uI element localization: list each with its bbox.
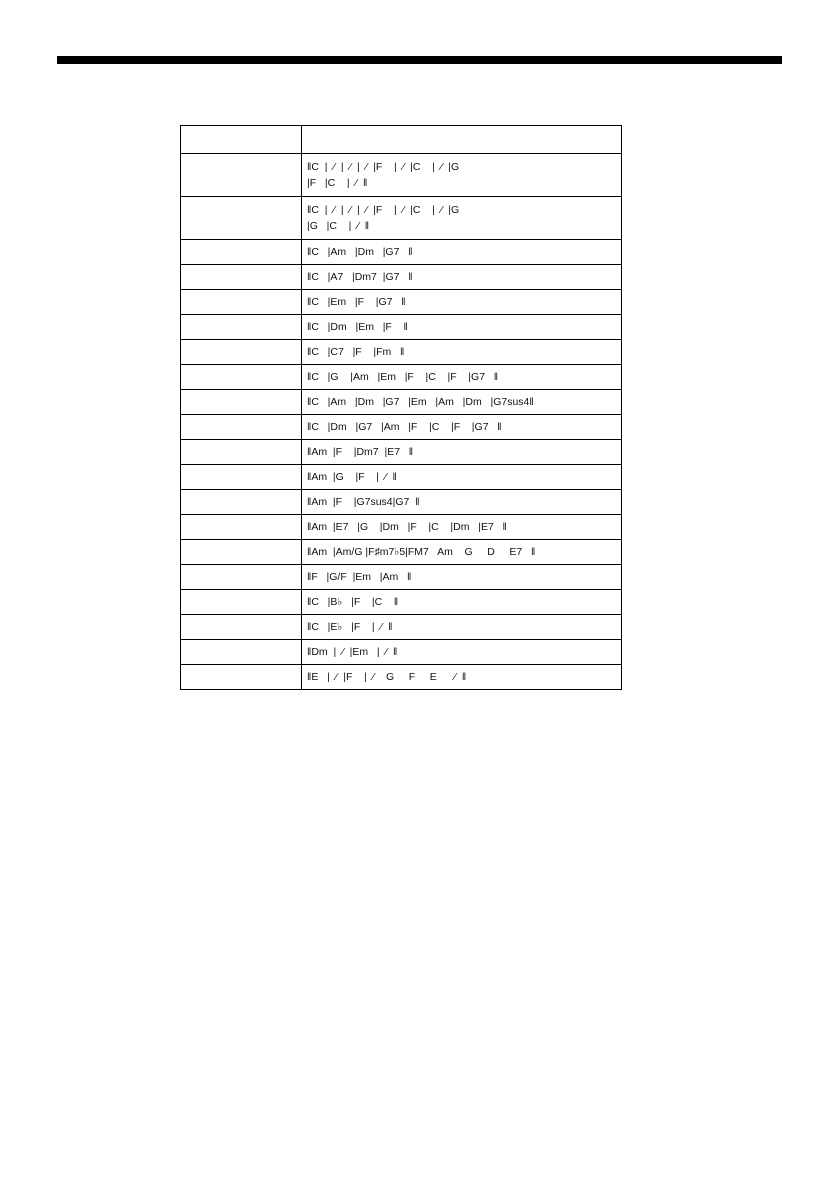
chord-line: ‖E | ⁄ |F | ⁄ G F E ⁄ ‖ — [307, 671, 467, 683]
chord-progression-cell — [302, 615, 622, 640]
table-row — [181, 590, 622, 615]
chord-line: ‖C |G |Am |Em |F |C |F |G7 ‖ — [307, 371, 499, 383]
chord-line: ‖Am |F |G7sus4|G7 ‖ — [307, 496, 420, 508]
chord-progression-cell — [302, 590, 622, 615]
chord-progression-cell — [302, 465, 622, 490]
row-label-cell — [181, 197, 302, 240]
chord-line: ‖C |B♭ |F |C ‖ — [307, 596, 399, 608]
table-row — [181, 415, 622, 440]
row-label-cell — [181, 265, 302, 290]
row-label-cell — [181, 640, 302, 665]
chord-line: ‖C |Am |Dm |G7 |Em |Am |Dm |G7sus4‖ — [307, 396, 534, 408]
chord-line: ‖C |Am |Dm |G7 ‖ — [307, 246, 413, 258]
chord-line: |F |C | ⁄ ‖ — [307, 177, 368, 189]
table-row — [181, 265, 622, 290]
chord-progression-cell — [302, 415, 622, 440]
chord-progression-cell — [302, 565, 622, 590]
table-row — [181, 565, 622, 590]
row-label-cell — [181, 565, 302, 590]
table-row — [181, 515, 622, 540]
table-row — [181, 615, 622, 640]
chord-line: ‖F |G/F |Em |Am ‖ — [307, 571, 412, 583]
row-label-cell — [181, 590, 302, 615]
chord-line: ‖C | ⁄ | ⁄ | ⁄ |F | ⁄ |C | ⁄ |G — [307, 204, 460, 216]
chord-line: ‖C | ⁄ | ⁄ | ⁄ |F | ⁄ |C | ⁄ |G — [307, 161, 460, 173]
chord-progression-cell — [302, 515, 622, 540]
table-row — [181, 490, 622, 515]
row-label-cell — [181, 465, 302, 490]
chord-progression-cell — [302, 290, 622, 315]
row-label-cell — [181, 440, 302, 465]
table-row — [181, 365, 622, 390]
header-progression-cell — [302, 126, 622, 154]
row-label-cell — [181, 315, 302, 340]
row-label-cell — [181, 540, 302, 565]
chord-progression-cell — [302, 315, 622, 340]
row-label-cell — [181, 665, 302, 690]
chord-line: ‖C |Em |F |G7 ‖ — [307, 296, 406, 308]
row-label-cell — [181, 415, 302, 440]
top-rule — [57, 56, 782, 64]
row-label-cell — [181, 290, 302, 315]
chord-progression-cell — [302, 154, 622, 197]
chord-progression-cell — [302, 490, 622, 515]
table-row — [181, 240, 622, 265]
header-label-cell — [181, 126, 302, 154]
chord-progression-cell — [302, 665, 622, 690]
table-row — [181, 290, 622, 315]
row-label-cell — [181, 615, 302, 640]
table-row — [181, 340, 622, 365]
chord-progression-cell — [302, 240, 622, 265]
chord-line: ‖Am |G |F | ⁄ ‖ — [307, 471, 397, 483]
table-row — [181, 197, 622, 240]
chord-progression-table — [180, 125, 622, 690]
table-row — [181, 640, 622, 665]
table-row — [181, 540, 622, 565]
table-body — [181, 154, 622, 690]
chord-progression-cell — [302, 265, 622, 290]
table-row — [181, 154, 622, 197]
table-row — [181, 390, 622, 415]
chord-progression-cell — [302, 440, 622, 465]
chord-line: ‖Dm | ⁄ |Em | ⁄ ‖ — [307, 646, 398, 658]
chord-line: ‖C |A7 |Dm7 |G7 ‖ — [307, 271, 413, 283]
chord-progression-cell — [302, 197, 622, 240]
table-header-row — [181, 126, 622, 154]
chord-line: ‖Am |Am/G |F♯m7♭5|FM7 Am G D E7 ‖ — [307, 546, 536, 558]
chord-line: ‖C |Dm |G7 |Am |F |C |F |G7 ‖ — [307, 421, 502, 433]
chord-progression-cell — [302, 390, 622, 415]
chord-line: ‖Am |F |Dm7 |E7 ‖ — [307, 446, 414, 458]
row-label-cell — [181, 515, 302, 540]
chord-line: ‖C |E♭ |F | ⁄ ‖ — [307, 621, 393, 633]
table-row — [181, 465, 622, 490]
table-row — [181, 315, 622, 340]
chord-line: ‖C |C7 |F |Fm ‖ — [307, 346, 405, 358]
row-label-cell — [181, 154, 302, 197]
row-label-cell — [181, 365, 302, 390]
table-row — [181, 665, 622, 690]
table-row — [181, 440, 622, 465]
chord-progression-cell — [302, 365, 622, 390]
row-label-cell — [181, 490, 302, 515]
chord-progression-cell — [302, 340, 622, 365]
chord-line: |G |C | ⁄ ‖ — [307, 220, 370, 232]
chord-line: ‖Am |E7 |G |Dm |F |C |Dm |E7 ‖ — [307, 521, 507, 533]
chord-progression-cell — [302, 640, 622, 665]
chord-line: ‖C |Dm |Em |F ‖ — [307, 321, 408, 333]
row-label-cell — [181, 340, 302, 365]
row-label-cell — [181, 240, 302, 265]
row-label-cell — [181, 390, 302, 415]
chord-progression-cell — [302, 540, 622, 565]
